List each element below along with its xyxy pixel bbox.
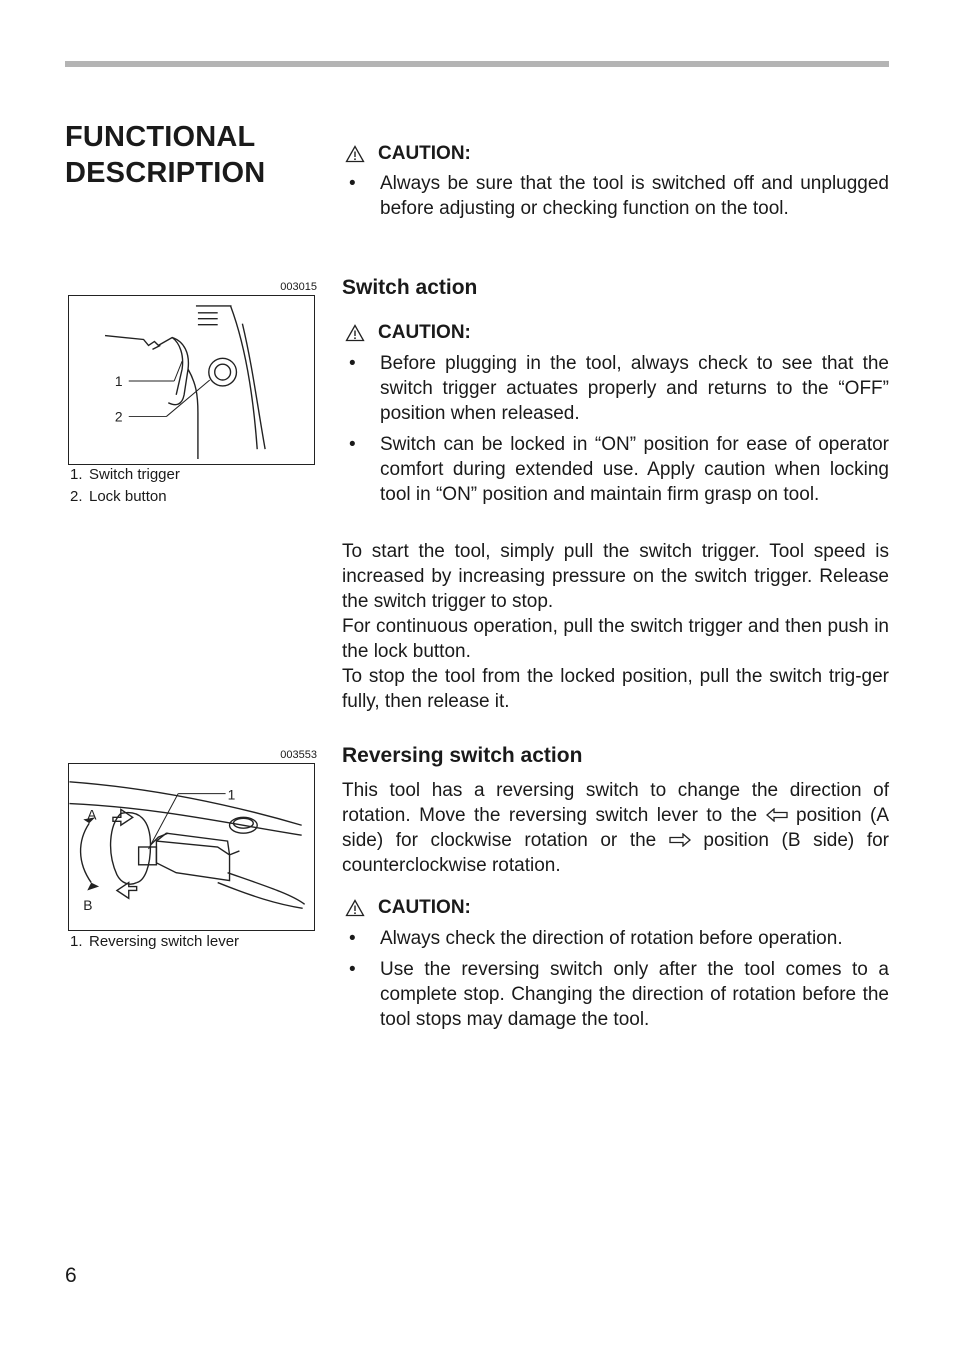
list-item: • Switch can be locked in “ON” position for ease of operator comfort during extended use. Apply caution when locking tool in “ON” position and maintain firm grasp on tool.	[349, 434, 889, 505]
list-item: • Always be sure that the tool is switched off and unplugged before adjusting or checking function on the tool.	[349, 173, 889, 219]
figure-reversing-switch	[68, 749, 317, 959]
reversing-switch-illustration	[69, 764, 314, 930]
switch-action-caution-list	[342, 351, 889, 513]
legend-item: 1. Reversing switch lever	[70, 933, 240, 950]
warning-triangle-icon	[345, 145, 365, 163]
switch-action-instructions	[342, 539, 889, 714]
drill-handle-illustration	[69, 296, 314, 464]
callout-2: 2	[114, 408, 123, 425]
caution-reversing-switch	[342, 897, 471, 919]
figure-switch-trigger	[68, 281, 317, 511]
page-number: 6	[65, 1264, 77, 1287]
arrow-right-outline-icon	[669, 833, 691, 847]
warning-triangle-icon	[345, 899, 365, 917]
switch-action-heading: Switch action	[342, 276, 478, 299]
list-item: • Use the reversing switch only after the tool comes to a complete stop. Changing the direction of rotation before the tool stops may damage the tool.	[349, 959, 889, 1030]
figure-legend	[70, 464, 180, 508]
page-title	[65, 119, 265, 191]
caution-label: CAUTION:	[378, 322, 471, 343]
caution-label: CAUTION:	[378, 143, 471, 164]
paragraph: To start the tool, simply pull the switch trigger. Tool speed is increased by increasing pressure on the switch trigger. Release the switch trigger to stop.	[342, 541, 889, 612]
figure-code: 003553	[280, 749, 317, 761]
caution-general	[342, 143, 471, 165]
general-caution-list	[342, 171, 889, 227]
reversing-switch-heading: Reversing switch action	[342, 744, 583, 767]
list-item: • Always check the direction of rotation before operation.	[349, 928, 843, 949]
paragraph: For continuous operation, pull the switch trigger and then push in the lock button.	[342, 616, 889, 662]
caution-label: CAUTION:	[378, 897, 471, 918]
figure-illustration	[68, 763, 315, 931]
arrow-left-outline-icon	[766, 808, 788, 822]
paragraph: To stop the tool from the locked position, pull the switch trig-ger fully, then release it.	[342, 666, 889, 712]
reversing-switch-instructions	[342, 778, 889, 878]
legend-item: 2. Lock button	[70, 488, 167, 505]
warning-triangle-icon	[345, 324, 365, 342]
figure-illustration	[68, 295, 315, 465]
page-title-line-1: FUNCTIONAL	[65, 121, 256, 153]
callout-1: 1	[227, 786, 236, 803]
page-title-line-2: DESCRIPTION	[65, 157, 266, 189]
callout-A: A	[87, 806, 97, 823]
caution-switch-action	[342, 322, 471, 344]
figure-legend	[70, 931, 239, 953]
paragraph: This tool has a reversing switch to change the direction of rotation. Move the reversing switch lever to the position (A side) for clockwise rotation or the position (B side) for counterclockwise rotation.	[342, 780, 890, 876]
legend-item: 1. Switch trigger	[70, 466, 180, 483]
top-rule	[65, 61, 889, 67]
callout-B: B	[83, 897, 93, 914]
callout-1: 1	[114, 372, 123, 389]
list-item: • Before plugging in the tool, always check to see that the switch trigger actuates properly and returns to the “OFF” position when released.	[349, 353, 889, 424]
figure-code: 003015	[280, 281, 317, 293]
reversing-switch-caution-list	[342, 926, 889, 1038]
